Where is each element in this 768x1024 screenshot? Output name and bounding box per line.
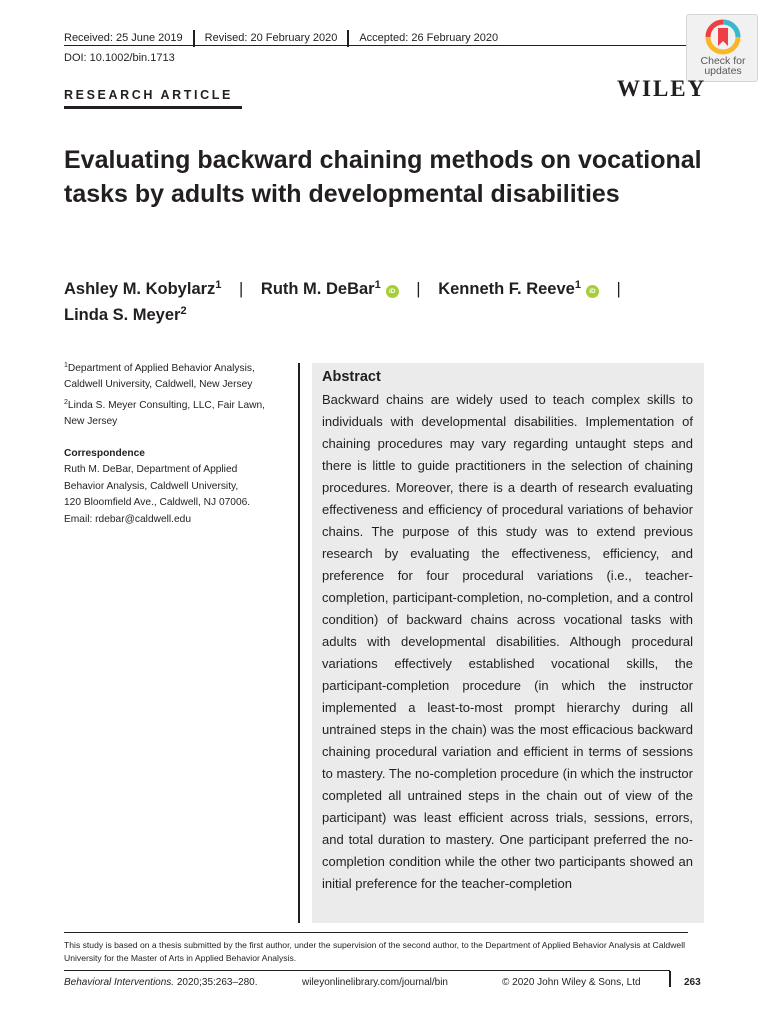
correspondence-heading: Correspondence (64, 448, 145, 459)
accepted-date: Accepted: 26 February 2020 (359, 32, 499, 44)
footnote-rule (64, 932, 688, 933)
badge-line1: Check for (700, 55, 746, 67)
journal-name: Behavioral Interventions. (64, 977, 175, 988)
orcid-icon[interactable]: iD (586, 285, 599, 298)
author-name[interactable]: Linda S. Meyer (64, 306, 181, 324)
footer-rule (64, 970, 670, 971)
author-name[interactable]: Ruth M. DeBar (260, 280, 375, 298)
correspondence-line: 120 Bloomfield Ave., Caldwell, NJ 07006. (64, 497, 251, 509)
affiliation-mark: 1 (374, 279, 381, 291)
author-separator: | (616, 280, 621, 298)
abstract-heading: Abstract (322, 369, 381, 385)
affiliation-mark: 2 (64, 399, 68, 406)
author-separator: | (416, 280, 421, 298)
received-date: Received: 25 June 2019 (64, 32, 183, 44)
abstract-text: Backward chains are widely used to teach complex skills to individuals with developmental disabilities. Implementation of chaining procedures may vary regarding untaught steps and there is little to guide practitioners in the selection of chaining procedures. Moreover, there is a dearth of research evaluating effectiveness and efficiency of procedural variations of behavior chains. The purpose of this study was to extend previous research by evaluating the effectiveness, efficiency, and preference for four procedural variations (i.e., teacher-completion, participant-completion, no-completion, and a control condition) of backward chains across vocational tasks with adults with developmental disabilities. Although procedural variations effectively established vocational skills, the participant-completion procedure (in which the instructor implemented a least-to-most prompt hierarchy during all untrained steps in the chain) was the most efficacious backward chaining procedural variation and efficient in terms of sessions to mastery. The no-completion procedure (in which the instructor completed all untrained steps in the chain out of view of the participant) was least efficient across trials, sessions, errors, and total duration to mastery. One participant preferred the no-completion condition while the other two participants showed an initial preference for the teacher-completion (322, 392, 693, 891)
affiliation-mark: 2 (180, 305, 187, 317)
correspondence-email[interactable]: Email: rdebar@caldwell.edu (64, 513, 191, 525)
orcid-icon[interactable]: iD (386, 285, 399, 298)
affiliation-mark: 1 (215, 279, 222, 291)
crossmark-icon (705, 19, 741, 55)
journal-citation (64, 977, 258, 988)
publisher-logo[interactable]: WILEY (617, 76, 707, 101)
correspondence-line: Ruth M. DeBar, Department of Applied (64, 464, 238, 476)
correspondence (64, 446, 284, 528)
article-type-rule (64, 106, 242, 109)
revised-date: Revised: 20 February 2020 (204, 32, 338, 44)
date-separator (193, 30, 195, 47)
author-separator: | (239, 280, 244, 298)
journal-url[interactable]: wileyonlinelibrary.com/journal/bin (302, 977, 448, 988)
doi[interactable]: DOI: 10.1002/bin.1713 (64, 52, 175, 64)
author-name[interactable]: Ashley M. Kobylarz (64, 280, 216, 298)
affiliation-text: Department of Applied Behavior Analysis, Caldwell University, Caldwell, New Jersey (64, 363, 255, 391)
article-title: Evaluating backward chaining methods on vocational tasks by adults with developmental disabilities (64, 146, 702, 208)
affiliation (64, 398, 284, 431)
affiliation-mark: 1 (574, 279, 581, 291)
copyright: © 2020 John Wiley & Sons, Ltd (502, 977, 641, 988)
header-rule (64, 45, 688, 46)
footer-separator (669, 971, 671, 987)
correspondence-line: Behavior Analysis, Caldwell University, (64, 480, 239, 492)
footnote: This study is based on a thesis submitted by the first author, under the supervision of the second author, to the Department of Applied Behavior Analysis at Caldwell University for the Master of Arts in Applied Behavior Analysis. (64, 940, 686, 963)
author-name[interactable]: Kenneth F. Reeve (438, 280, 575, 298)
affiliation-mark: 1 (64, 362, 68, 369)
author-list (64, 276, 714, 328)
date-separator (347, 30, 349, 47)
check-for-updates-badge[interactable] (686, 14, 758, 82)
affiliation (64, 361, 284, 394)
abstract-rule (298, 363, 300, 923)
affiliation-text: Linda S. Meyer Consulting, LLC, Fair Lawn, New Jersey (64, 400, 265, 428)
page-number: 263 (684, 977, 701, 988)
citation-detail: 2020;35:263–280. (174, 977, 258, 988)
article-type: RESEARCH ARTICLE (64, 88, 233, 102)
badge-line2: updates (704, 65, 742, 77)
